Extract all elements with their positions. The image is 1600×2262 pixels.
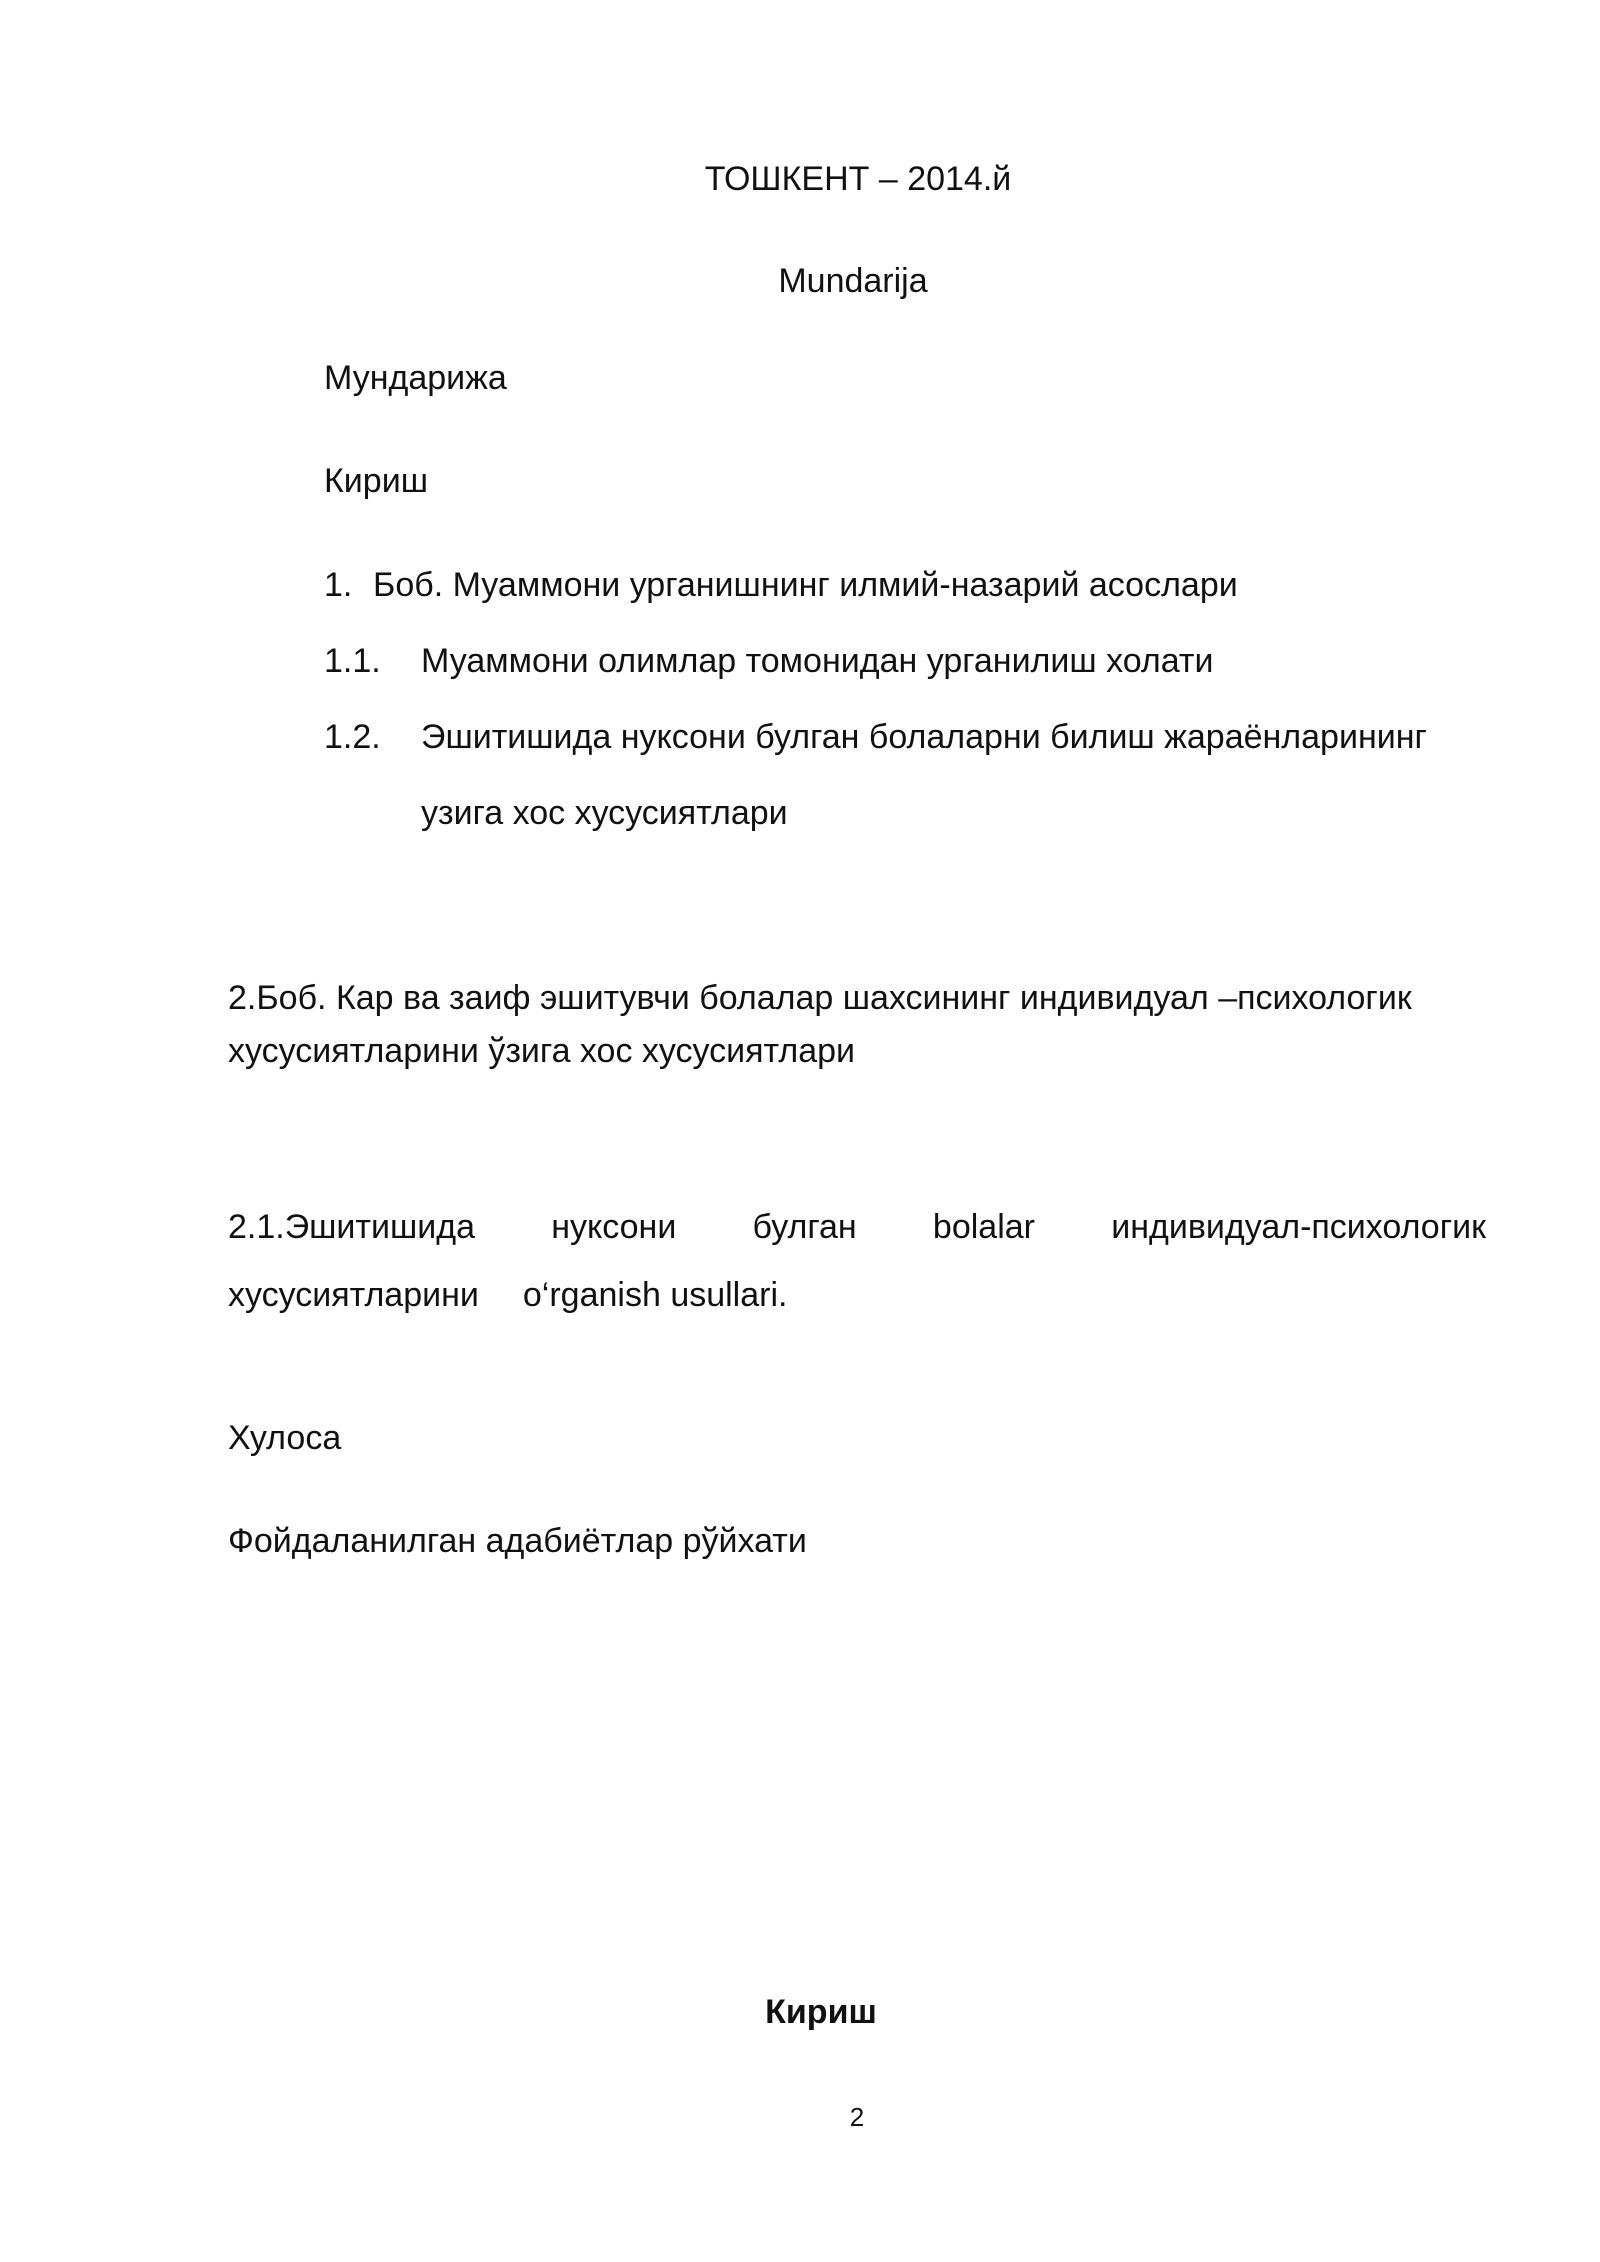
toc-chapter-1-number: 1. <box>324 566 353 604</box>
toc-chapter-1-label: Боб. Муаммони урганишнинг илмий-назарий асослари <box>373 566 1238 604</box>
city-year-heading: ТОШКЕНТ – 2014.й <box>704 160 1012 198</box>
toc-section-2-1-word: индивидуал-психологик <box>1111 1208 1486 1246</box>
toc-section-2-1-line2-part2: o‘rganish usullari. <box>522 1276 788 1314</box>
page-number: 2 <box>849 2102 865 2132</box>
toc-section-1-2-label-line1: Эшитишида нуксони булган болаларни билиш жараёнларининг <box>421 718 1427 756</box>
contents-title-latin: Mundarija <box>778 262 928 300</box>
toc-section-1-2-number: 1.2. <box>324 718 381 756</box>
toc-conclusion: Хулоса <box>228 1419 342 1457</box>
toc-chapter-2-line1: 2.Боб. Кар ва заиф эшитувчи болалар шахсининг индивидуал –психологик <box>228 979 1412 1017</box>
toc-section-1-2-label-line2: узига хос хусусиятлари <box>421 794 788 832</box>
toc-section-2-1-line1 <box>228 1207 1486 1247</box>
toc-section-1-1-label: Муаммони олимлар томонидан урганилиш холати <box>421 642 1214 680</box>
toc-section-1-1-number: 1.1. <box>324 642 381 680</box>
toc-section-2-1-line2-part1: хусусиятларини <box>228 1276 479 1314</box>
toc-section-2-1-line2 <box>228 1275 787 1315</box>
toc-section-2-1-word: bolalar <box>932 1208 1035 1246</box>
toc-references: Фойдаланилган адабиётлар рўйхати <box>228 1522 807 1560</box>
toc-intro: Кириш <box>324 462 428 500</box>
toc-section-2-1-word: булган <box>752 1208 857 1246</box>
toc-chapter-2-line2: хусусиятларини ўзига хос хусусиятлари <box>228 1032 856 1070</box>
intro-section-heading: Кириш <box>765 1993 877 2031</box>
toc-section-2-1-word: 2.1.Эшитишида <box>228 1208 475 1246</box>
contents-title-cyrillic: Мундарижа <box>324 359 507 397</box>
toc-section-2-1-word: нуксони <box>551 1208 677 1246</box>
